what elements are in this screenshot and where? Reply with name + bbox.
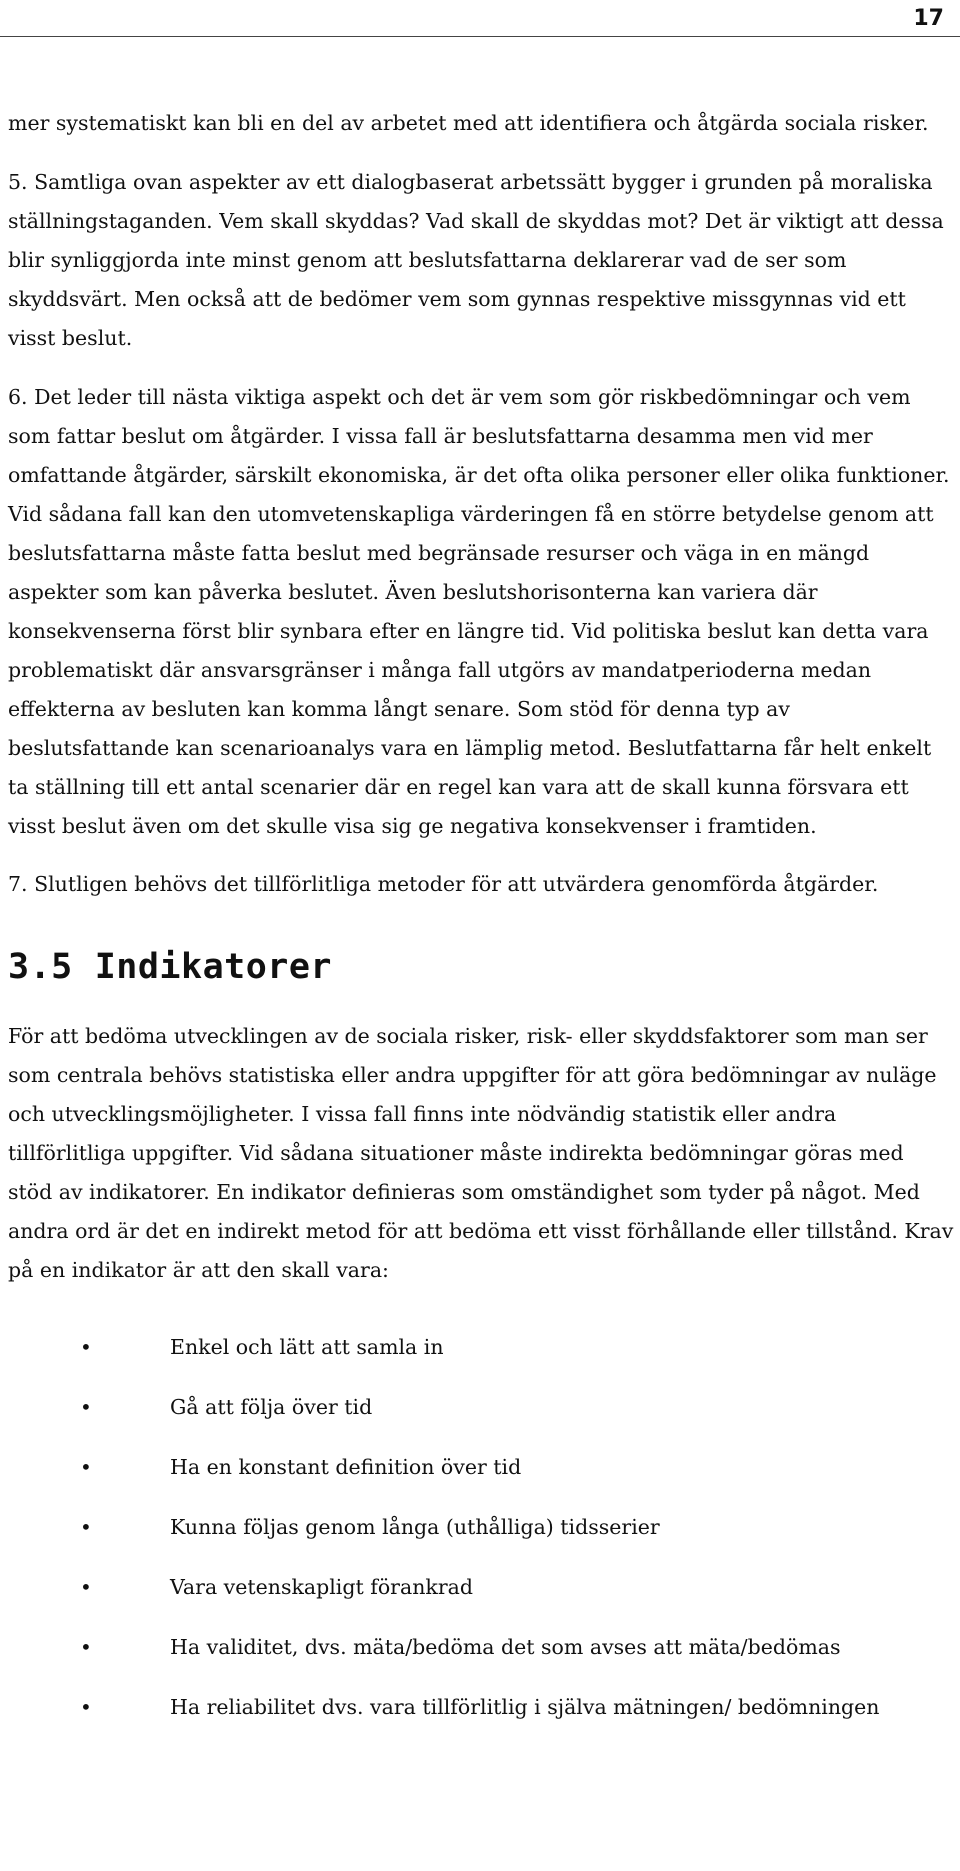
section-intro-paragraph: För att bedöma utvecklingen av de sociala risker, risk- eller skyddsfaktorer som man ser som centrala behövs statistiska eller andra uppgifter för att göra bedömningar av nuläge och utvecklingsmöjligheter. I vissa fall finns inte nödvändig statistik eller andra tillförlitliga uppgifter. Vid sådana situationer måste indirekta bedömningar göras med stöd av indikatorer. En indikator definieras som omständighet som tyder på något. Med andra ord är det en indirekt metod för att bedöma ett visst förhållande eller tillstånd. Krav på en indikator är att den skall vara: [8, 1024, 954, 1282]
list-item-text: Enkel och lätt att samla in [170, 1335, 444, 1359]
page-header [0, 0, 960, 48]
list-item [8, 1688, 954, 1727]
list-item-text: Ha en konstant definition över tid [170, 1455, 522, 1479]
list-item-text: Ha reliabilitet dvs. vara tillförlitlig i själva mätningen/ bedömningen [170, 1695, 880, 1719]
section-number: 3.5 [8, 947, 73, 987]
list-item-text: Gå att följa över tid [170, 1395, 373, 1419]
list-item-text: Vara vetenskapligt förankrad [170, 1575, 473, 1599]
list-item [8, 1628, 954, 1667]
bullet-icon: • [80, 1515, 92, 1539]
bullet-icon: • [80, 1455, 92, 1479]
page-number: 17 [913, 6, 944, 31]
bullet-icon: • [80, 1395, 92, 1419]
bullet-icon: • [80, 1335, 92, 1359]
paragraph-point-5: 5. Samtliga ovan aspekter av ett dialogbaserat arbetssätt bygger i grunden på moraliska ställningstaganden. Vem skall skyddas? Vad skall de skyddas mot? Det är viktigt att dessa blir synliggjorda inte minst genom att beslutsfattarna deklarerar vad de ser som skyddsvärt. Men också att de bedömer vem som gynnas respektive missgynnas vid ett visst beslut. [8, 170, 944, 350]
section-title: Indikatorer [94, 947, 333, 987]
list-item-text: Kunna följas genom långa (uthålliga) tidsserier [170, 1515, 660, 1539]
list-item [8, 1448, 954, 1487]
bullet-icon: • [80, 1635, 92, 1659]
body-text [8, 104, 954, 1748]
paragraph-point-6: 6. Det leder till nästa viktiga aspekt och det är vem som gör riskbedömningar och vem som fattar beslut om åtgärder. I vissa fall är beslutsfattarna desamma men vid mer omfattande åtgärder, särskilt ekonomiska, är det ofta olika personer eller olika funktioner. Vid sådana fall kan den utomvetenskapliga värderingen få en större betydelse genom att beslutsfattarna måste fatta beslut med begränsade resurser och väga in en mängd aspekter som kan påverka beslutet. Även beslutshorisonterna kan variera där konsekvenserna först blir synbara efter en längre tid. Vid politiska beslut kan detta vara problematiskt där ansvarsgränser i många fall utgörs av mandatperioderna medan effekterna av besluten kan komma långt senare. Som stöd för denna typ av beslutsfattande kan scenarioanalys vara en lämplig metod. Beslutfattarna får helt enkelt ta ställning till ett antal scenarier där en regel kan vara att de skall kunna försvara ett visst beslut även om det skulle visa sig ge negativa konsekvenser i framtiden. [8, 385, 950, 838]
header-rule [0, 36, 960, 37]
list-item-text: Ha validitet, dvs. mäta/bedöma det som avses att mäta/bedömas [170, 1635, 841, 1659]
list-item [8, 1388, 954, 1427]
bullet-icon: • [80, 1575, 92, 1599]
indicator-criteria-list [8, 1328, 954, 1727]
paragraph-point-7: 7. Slutligen behövs det tillförlitliga metoder för att utvärdera genomförda åtgärder. [8, 872, 879, 896]
section-heading [8, 934, 954, 1000]
list-item [8, 1328, 954, 1367]
paragraph-intro: mer systematiskt kan bli en del av arbetet med att identifiera och åtgärda sociala risker. [8, 111, 929, 135]
list-item [8, 1508, 954, 1547]
bullet-icon: • [80, 1695, 92, 1719]
list-item [8, 1568, 954, 1607]
